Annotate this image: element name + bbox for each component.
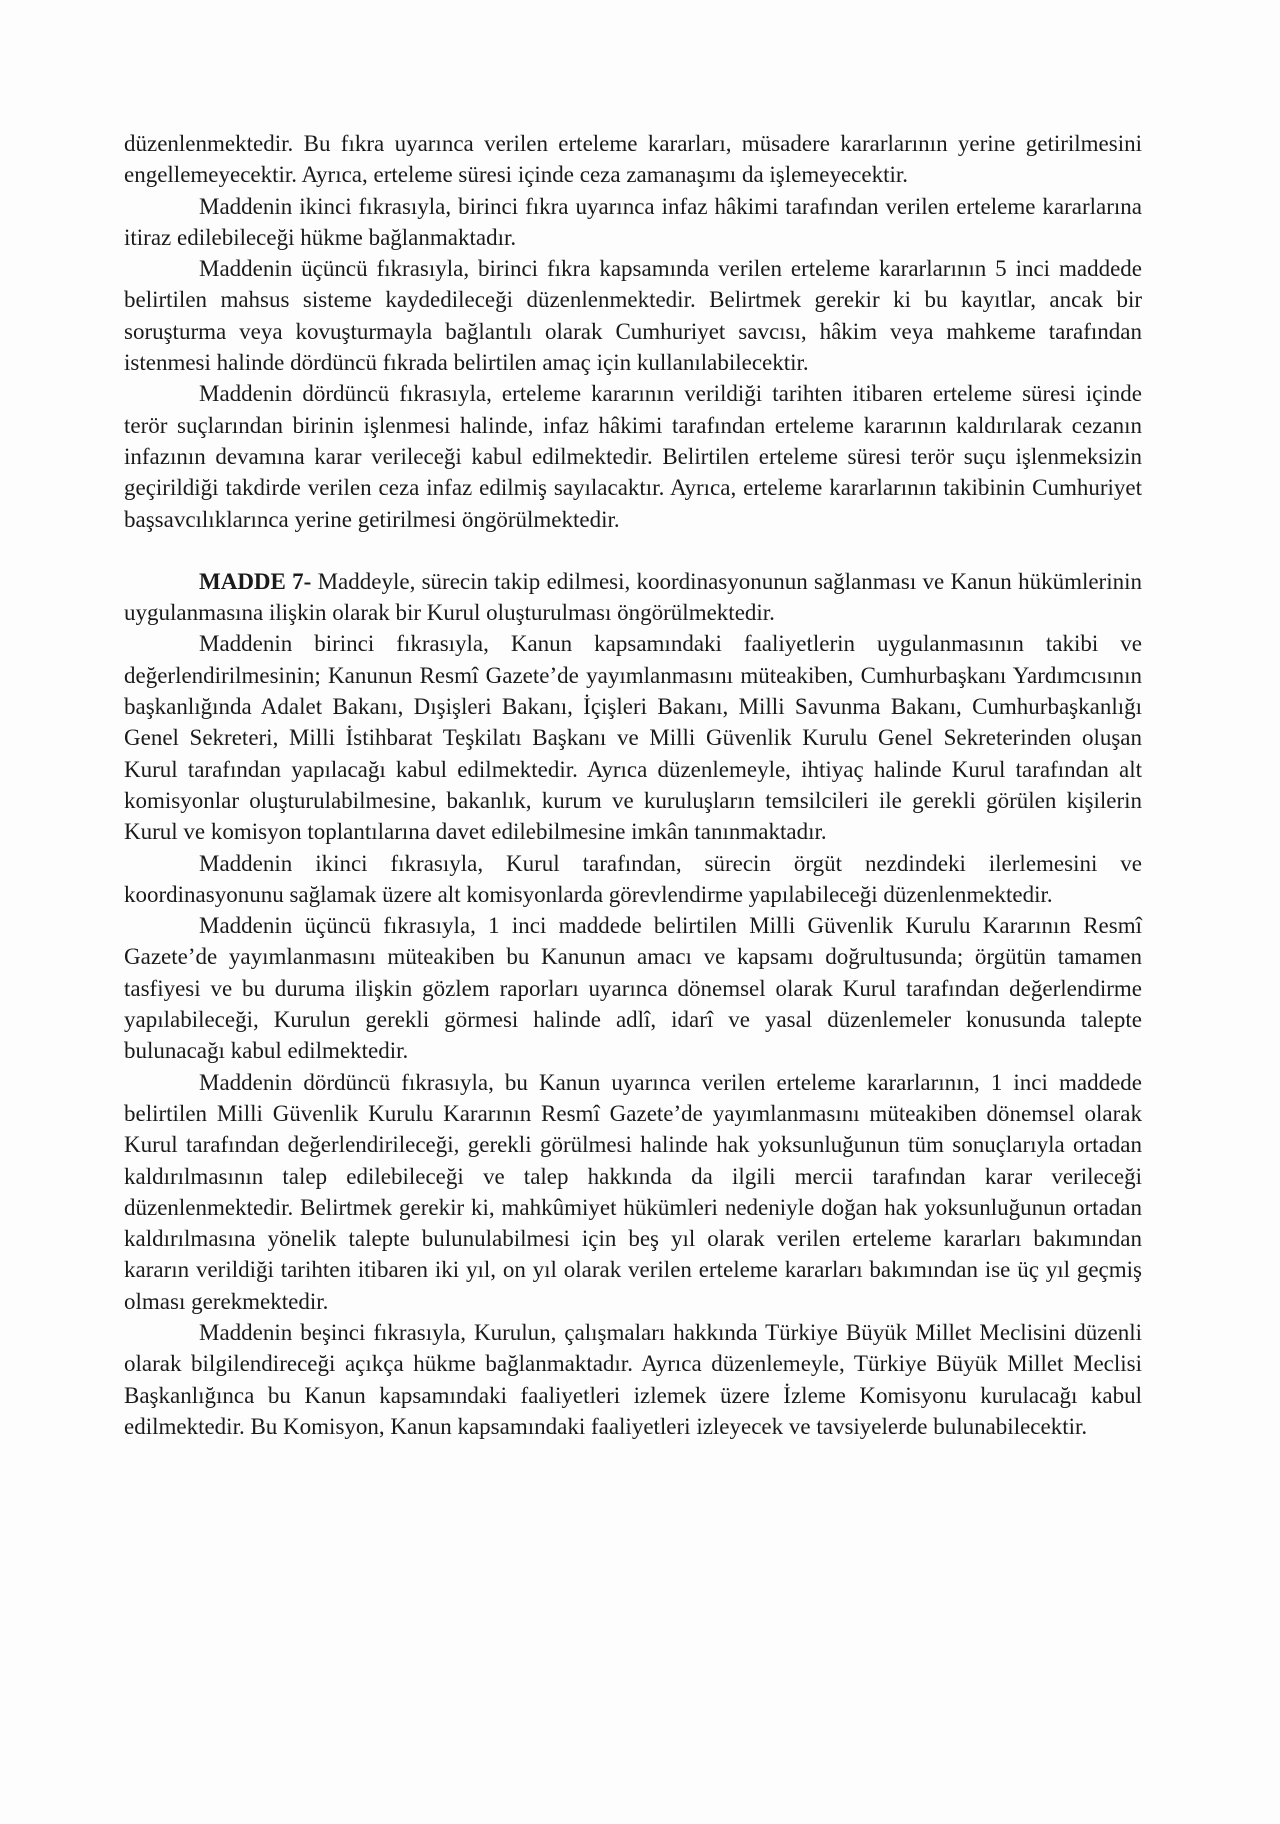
madde-7-intro: Maddeyle, sürecin takip edilmesi, koordinasyonunun sağlanması ve Kanun hükümlerinin uygulanmasına ilişkin olarak bir Kurul oluşturulması öngörülmektedir.: [124, 568, 1142, 626]
paragraph-third-clause: Maddenin üçüncü fıkrasıyla, birinci fıkra kapsamında verilen erteleme kararlarının 5 inci maddede belirtilen mahsus sisteme kaydedileceği düzenlenmektedir. Belirtmek gerekir ki bu kayıtlar, ancak bir soruşturma veya kovuşturmayla bağlantılı olarak Cumhuriyet savcısı, hâkim veya mahkeme tarafından istenmesi halinde dördüncü fıkrada belirtilen amaç için kullanılabilecektir.: [124, 256, 1142, 376]
paragraph-continuation: düzenlenmektedir. Bu fıkra uyarınca verilen erteleme kararları, müsadere kararlarının yerine getirilmesini engellemeyecektir. Ayrıca, erteleme süresi içinde ceza zamanaşımı da işlemeyecektir.: [124, 131, 1142, 188]
paragraph-fourth-clause: Maddenin dördüncü fıkrasıyla, erteleme kararının verildiği tarihten itibaren erteleme süresi içinde terör suçlarından birinin işlenmesi halinde, infaz hâkimi tarafından erteleme kararının kaldırılarak cezanın infazının devamına karar verileceği kabul edilmektedir. Belirtilen erteleme süresi terör suçu işlenmeksizin geçirildiği takdirde verilen ceza infaz edilmiş sayılacaktır. Ayrıca, erteleme kararlarının takibinin Cumhuriyet başsavcılıklarınca yerine getirilmesi öngörülmektedir.: [124, 381, 1142, 532]
madde-7-second-clause: Maddenin ikinci fıkrasıyla, Kurul tarafından, sürecin örgüt nezdindeki ilerlemesini ve koordinasyonunu sağlamak üzere alt komisyonlarda görevlendirme yapılabileceği düzenlenmektedir.: [124, 850, 1142, 907]
madde-7-heading: MADDE 7-: [199, 568, 312, 594]
madde-7-paragraph: [124, 566, 1142, 629]
madde-7-fourth-clause: Maddenin dördüncü fıkrasıyla, bu Kanun uyarınca verilen erteleme kararlarının, 1 inci maddede belirtilen Milli Güvenlik Kurulu Kararının Resmî Gazete’de yayımlanmasını müteakiben dönemsel olarak Kurul tarafından değerlendirileceği, gerekli görülmesi halinde hak yoksunluğunun tüm sonuçlarıyla ortadan kaldırılmasının talep edilebileceği ve talep hakkında da ilgili mercii tarafından karar verileceği düzenlenmektedir. Belirtmek gerekir ki, mahkûmiyet hükümleri nedeniyle doğan hak yoksunluğunun ortadan kaldırılmasına yönelik talepte bulunulabilmesi için beş yıl olarak verilen erteleme kararları bakımından kararın verildiği tarihten itibaren iki yıl, on yıl olarak verilen erteleme kararları bakımından ise üç yıl geçmiş olması gerekmektedir.: [124, 1069, 1142, 1314]
madde-7-fifth-clause: Maddenin beşinci fıkrasıyla, Kurulun, çalışmaları hakkında Türkiye Büyük Millet Meclisini düzenli olarak bilgilendireceği açıkça hükme bağlanmaktadır. Ayrıca düzenlemeyle, Türkiye Büyük Millet Meclisi Başkanlığınca bu Kanun kapsamındaki faaliyetleri izlemek üzere İzleme Komisyonu kurulacağı kabul edilmektedir. Bu Komisyon, Kanun kapsamındaki faaliyetleri izleyecek ve tavsiyelerde bulunabilecektir.: [124, 1319, 1142, 1439]
madde-7-first-clause: Maddenin birinci fıkrasıyla, Kanun kapsamındaki faaliyetlerin uygulanmasının takibi ve değerlendirilmesinin; Kanunun Resmî Gazete’de yayımlanmasını müteakiben, Cumhurbaşkanı Yardımcısının başkanlığında Adalet Bakanı, Dışişleri Bakanı, İçişleri Bakanı, Milli Savunma Bakanı, Cumhurbaşkanlığı Genel Sekreteri, Milli İstihbarat Teşkilatı Başkanı ve Milli Güvenlik Kurulu Genel Sekreterinden oluşan Kurul tarafından yapılacağı kabul edilmektedir. Ayrıca düzenlemeyle, ihtiyaç halinde Kurul tarafından alt komisyonlar oluşturulabilmesine, bakanlık, kurum ve kuruluşların temsilcileri ile gerekli görülen kişilerin Kurul ve komisyon toplantılarına davet edilebilmesine imkân tanınmaktadır.: [124, 631, 1142, 845]
madde-7-third-clause: Maddenin üçüncü fıkrasıyla, 1 inci maddede belirtilen Milli Güvenlik Kurulu Kararının Resmî Gazete’de yayımlanmasını müteakiben bu Kanunun amacı ve kapsamı doğrultusunda; örgütün tamamen tasfiyesi ve bu duruma ilişkin gözlem raporları uyarınca dönemsel olarak Kurul tarafından değerlendirme yapılabileceği, Kurulun gerekli görmesi halinde adlî, idarî ve yasal düzenlemeler konusunda talepte bulunacağı kabul edilmektedir.: [124, 913, 1142, 1064]
document-body: [124, 128, 1142, 1442]
paragraph-second-clause: Maddenin ikinci fıkrasıyla, birinci fıkra uyarınca infaz hâkimi tarafından verilen erteleme kararlarına itiraz edilebileceği hükme bağlanmaktadır.: [124, 193, 1142, 250]
